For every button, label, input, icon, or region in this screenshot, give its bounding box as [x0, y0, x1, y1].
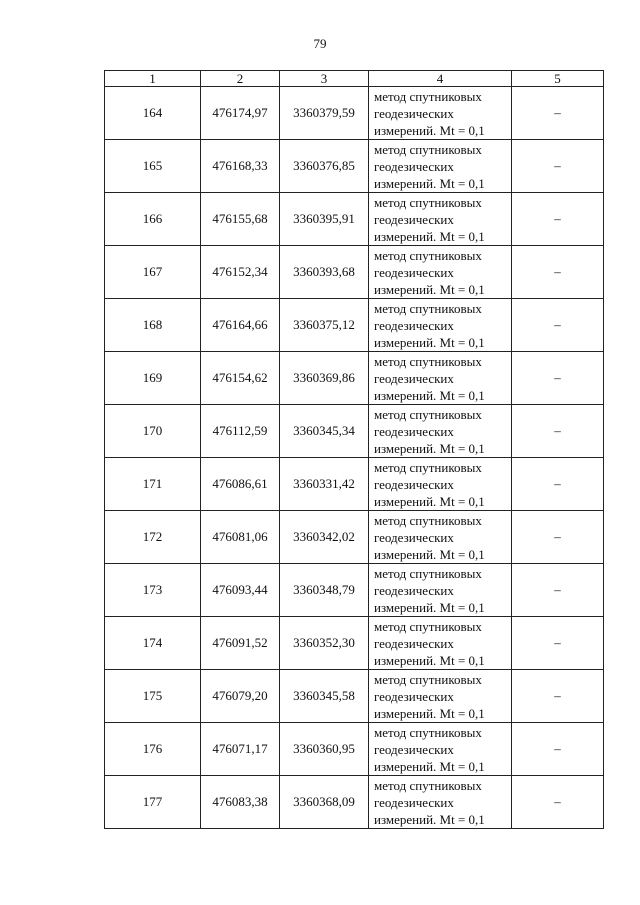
method-cell: [369, 87, 512, 140]
method-line: геодезических: [374, 317, 454, 333]
y-coordinate-cell: 3360379,59: [280, 87, 369, 140]
note-cell: –: [512, 193, 604, 246]
method-line: измерений. Mt = 0,1: [374, 652, 485, 668]
method-cell: [369, 511, 512, 564]
table-row: [105, 87, 604, 140]
method-cell: [369, 405, 512, 458]
x-coordinate-cell: 476154,62: [201, 352, 280, 405]
method-line: измерений. Mt = 0,1: [374, 811, 485, 827]
y-coordinate-cell: 3360360,95: [280, 723, 369, 776]
note-cell: –: [512, 511, 604, 564]
method-cell: [369, 670, 512, 723]
point-number-cell: 172: [105, 511, 201, 564]
method-line: метод спутниковых: [374, 300, 482, 316]
table-header: [105, 71, 604, 87]
point-number-cell: 175: [105, 670, 201, 723]
method-line: метод спутниковых: [374, 141, 482, 157]
method-line: метод спутниковых: [374, 565, 482, 581]
method-cell: [369, 617, 512, 670]
y-coordinate-cell: 3360395,91: [280, 193, 369, 246]
table-row: [105, 723, 604, 776]
method-cell: [369, 564, 512, 617]
x-coordinate-cell: 476071,17: [201, 723, 280, 776]
x-coordinate-cell: 476155,68: [201, 193, 280, 246]
method-line: геодезических: [374, 741, 454, 757]
method-line: измерений. Mt = 0,1: [374, 705, 485, 721]
table-body: [105, 87, 604, 829]
note-cell: –: [512, 776, 604, 829]
coordinates-table: [104, 70, 604, 829]
note-cell: –: [512, 140, 604, 193]
column-header-4: 4: [369, 71, 512, 87]
method-line: измерений. Mt = 0,1: [374, 546, 485, 562]
method-line: метод спутниковых: [374, 459, 482, 475]
method-line: метод спутниковых: [374, 724, 482, 740]
note-cell: –: [512, 405, 604, 458]
method-line: метод спутниковых: [374, 88, 482, 104]
column-header-2: 2: [201, 71, 280, 87]
method-line: геодезических: [374, 794, 454, 810]
table-row: [105, 193, 604, 246]
y-coordinate-cell: 3360352,30: [280, 617, 369, 670]
method-line: измерений. Mt = 0,1: [374, 440, 485, 456]
table-row: [105, 776, 604, 829]
x-coordinate-cell: 476086,61: [201, 458, 280, 511]
table-row: [105, 405, 604, 458]
table-row: [105, 564, 604, 617]
note-cell: –: [512, 87, 604, 140]
method-line: метод спутниковых: [374, 247, 482, 263]
x-coordinate-cell: 476168,33: [201, 140, 280, 193]
page-number: 79: [313, 36, 327, 51]
method-cell: [369, 193, 512, 246]
column-header-1: 1: [105, 71, 201, 87]
method-cell: [369, 140, 512, 193]
point-number-cell: 171: [105, 458, 201, 511]
method-line: геодезических: [374, 158, 454, 174]
method-line: измерений. Mt = 0,1: [374, 228, 485, 244]
y-coordinate-cell: 3360331,42: [280, 458, 369, 511]
method-line: измерений. Mt = 0,1: [374, 334, 485, 350]
method-line: геодезических: [374, 423, 454, 439]
x-coordinate-cell: 476112,59: [201, 405, 280, 458]
note-cell: –: [512, 352, 604, 405]
x-coordinate-cell: 476083,38: [201, 776, 280, 829]
method-line: геодезических: [374, 635, 454, 651]
x-coordinate-cell: 476164,66: [201, 299, 280, 352]
method-line: метод спутниковых: [374, 671, 482, 687]
method-line: геодезических: [374, 105, 454, 121]
y-coordinate-cell: 3360368,09: [280, 776, 369, 829]
table-row: [105, 511, 604, 564]
method-line: измерений. Mt = 0,1: [374, 175, 485, 191]
point-number-cell: 176: [105, 723, 201, 776]
method-line: измерений. Mt = 0,1: [374, 387, 485, 403]
table-row: [105, 352, 604, 405]
method-line: геодезических: [374, 582, 454, 598]
y-coordinate-cell: 3360369,86: [280, 352, 369, 405]
method-line: геодезических: [374, 264, 454, 280]
method-line: метод спутниковых: [374, 406, 482, 422]
method-line: измерений. Mt = 0,1: [374, 122, 485, 138]
y-coordinate-cell: 3360345,58: [280, 670, 369, 723]
point-number-cell: 173: [105, 564, 201, 617]
point-number-cell: 168: [105, 299, 201, 352]
method-line: измерений. Mt = 0,1: [374, 758, 485, 774]
table-row: [105, 458, 604, 511]
method-cell: [369, 723, 512, 776]
method-line: метод спутниковых: [374, 194, 482, 210]
point-number-cell: 170: [105, 405, 201, 458]
table-row: [105, 140, 604, 193]
method-line: метод спутниковых: [374, 353, 482, 369]
method-line: геодезических: [374, 211, 454, 227]
method-line: измерений. Mt = 0,1: [374, 599, 485, 615]
y-coordinate-cell: 3360376,85: [280, 140, 369, 193]
y-coordinate-cell: 3360348,79: [280, 564, 369, 617]
column-header-5: 5: [512, 71, 604, 87]
method-cell: [369, 352, 512, 405]
method-line: метод спутниковых: [374, 512, 482, 528]
method-line: геодезических: [374, 529, 454, 545]
point-number-cell: 165: [105, 140, 201, 193]
column-header-3: 3: [280, 71, 369, 87]
table-row: [105, 299, 604, 352]
method-line: метод спутниковых: [374, 777, 482, 793]
note-cell: –: [512, 299, 604, 352]
method-line: геодезических: [374, 370, 454, 386]
note-cell: –: [512, 670, 604, 723]
note-cell: –: [512, 246, 604, 299]
method-cell: [369, 246, 512, 299]
note-cell: –: [512, 723, 604, 776]
table-row: [105, 670, 604, 723]
x-coordinate-cell: 476093,44: [201, 564, 280, 617]
y-coordinate-cell: 3360342,02: [280, 511, 369, 564]
note-cell: –: [512, 564, 604, 617]
method-cell: [369, 776, 512, 829]
point-number-cell: 166: [105, 193, 201, 246]
method-line: измерений. Mt = 0,1: [374, 493, 485, 509]
x-coordinate-cell: 476152,34: [201, 246, 280, 299]
point-number-cell: 169: [105, 352, 201, 405]
x-coordinate-cell: 476081,06: [201, 511, 280, 564]
x-coordinate-cell: 476174,97: [201, 87, 280, 140]
x-coordinate-cell: 476079,20: [201, 670, 280, 723]
note-cell: –: [512, 617, 604, 670]
method-line: метод спутниковых: [374, 618, 482, 634]
note-cell: –: [512, 458, 604, 511]
y-coordinate-cell: 3360345,34: [280, 405, 369, 458]
table-row: [105, 617, 604, 670]
point-number-cell: 164: [105, 87, 201, 140]
method-line: геодезических: [374, 688, 454, 704]
point-number-cell: 177: [105, 776, 201, 829]
y-coordinate-cell: 3360393,68: [280, 246, 369, 299]
method-cell: [369, 458, 512, 511]
point-number-cell: 167: [105, 246, 201, 299]
method-cell: [369, 299, 512, 352]
point-number-cell: 174: [105, 617, 201, 670]
header-row: [105, 71, 604, 87]
method-line: измерений. Mt = 0,1: [374, 281, 485, 297]
y-coordinate-cell: 3360375,12: [280, 299, 369, 352]
table-row: [105, 246, 604, 299]
x-coordinate-cell: 476091,52: [201, 617, 280, 670]
method-line: геодезических: [374, 476, 454, 492]
